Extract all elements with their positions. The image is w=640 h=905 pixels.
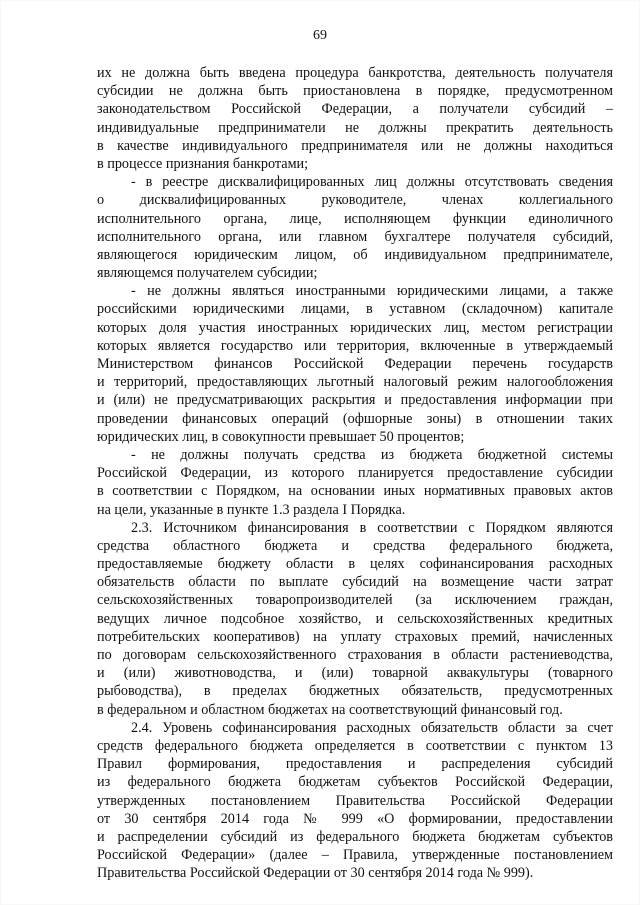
text-line: - в реестре дисквалифицированных лиц должны отсутствовать сведения xyxy=(131,174,613,191)
text-line: предоставляемые бюджету области в целях софинансирования расходных xyxy=(97,556,613,573)
body-text xyxy=(97,64,613,882)
text-line: проведении финансовых операций (офшорные зоны) в отношении таких xyxy=(97,410,613,427)
text-line: Министерством финансов Российской Федерации перечень государств xyxy=(97,356,613,372)
text-line: в процессе признания банкротами; xyxy=(97,155,309,172)
text-line: законодательством Российской Федерации, а получатели субсидий – xyxy=(97,101,613,118)
page-number: 69 xyxy=(313,28,327,43)
text-line: Правил формирования, предоставления и распределения субсидий xyxy=(97,756,613,773)
text-line: исполнительного органа, или главном бухгалтере получателя субсидий, xyxy=(97,228,613,245)
text-line: их не должна быть введена процедура банкротства, деятельность получателя xyxy=(97,65,613,81)
text-line: 2.4. Уровень софинансирования расходных обязательств области за счет xyxy=(131,719,613,736)
text-line: являющегося юридическим лицом, об индивидуальном предпринимателе, xyxy=(97,246,613,263)
text-line: которых доля участия иностранных юридических лиц, местом регистрации xyxy=(97,319,613,336)
text-line: из федерального бюджета бюджетам субъектов Российской Федерации, xyxy=(97,774,613,791)
text-line: которых является государство или территория, включенные в утверждаемый xyxy=(97,337,613,354)
text-line: в федеральном и областном бюджетах на соответствующий финансовый год. xyxy=(97,701,563,718)
text-line: в качестве индивидуального предпринимателя или не должны находиться xyxy=(97,137,613,154)
text-line: - не должны получать средства из бюджета бюджетной системы xyxy=(131,446,613,463)
text-line: 2.3. Источником финансирования в соответствии с Порядком являются xyxy=(131,519,613,536)
text-line: средств федерального бюджета определяется в соответствии с пунктом 13 xyxy=(97,737,613,754)
text-line: Российской Федерации» (далее – Правила, утвержденные постановлением xyxy=(97,847,613,864)
text-line: российскими юридическими лицами, в уставном (складочном) капитале xyxy=(97,301,613,318)
text-line: и территорий, предоставляющих льготный налоговый режим налогообложения xyxy=(97,374,613,391)
text-line: утвержденных постановлением Правительства Российской Федерации xyxy=(97,792,613,809)
text-line: о дисквалифицированных руководителе, членах коллегиального xyxy=(97,192,613,209)
text-line: юридических лиц, в совокупности превышает 50 процентов; xyxy=(97,428,465,445)
text-line: и (или) не предусматривающих раскрытия и предоставления информации при xyxy=(97,392,613,409)
text-line: индивидуальные предприниматели не должны прекратить деятельность xyxy=(97,119,613,136)
text-line: рыбоводства), в пределах бюджетных обязательств, предусмотренных xyxy=(97,683,613,700)
text-line: на цели, указанные в пункте 1.3 раздела I Порядка. xyxy=(97,501,406,518)
text-line: являющемся получателем субсидии; xyxy=(97,265,318,282)
text-line: исполнительного органа, лице, исполняющем функции единоличного xyxy=(97,210,613,227)
text-line: потребительских кооперативов) на уплату страховых премий, начисленных xyxy=(97,628,613,645)
text-line: сельскохозяйственных товаропроизводителей (за исключением граждан, xyxy=(97,592,613,609)
text-line: по договорам сельскохозяйственного страхования в области растениеводства, xyxy=(97,647,613,663)
text-line: и (или) животноводства, и (или) товарной аквакультуры (товарного xyxy=(97,665,613,682)
text-line: субсидии не должна быть приостановлена в порядке, предусмотренном xyxy=(97,83,613,100)
text-line: ведущих личное подсобное хозяйство, и сельскохозяйственных кредитных xyxy=(97,610,613,627)
text-line: в соответствии с Порядком, на основании иных нормативных правовых актов xyxy=(97,483,613,500)
text-line: Правительства Российской Федерации от 30 сентября 2014 года № 999). xyxy=(97,865,534,882)
text-line: Российской Федерации, из которого планируется предоставление субсидии xyxy=(97,465,613,482)
text-line: и распределении субсидий из федерального бюджета бюджетам субъектов xyxy=(97,828,613,845)
text-line: от 30 сентября 2014 года № 999 «О формировании, предоставлении xyxy=(97,810,613,827)
text-line: - не должны являться иностранными юридическими лицами, а также xyxy=(131,283,613,300)
text-line: средства областного бюджета и средства федерального бюджета, xyxy=(97,537,613,554)
text-line: обязательств области по выплате субсидий на возмещение части затрат xyxy=(97,574,613,591)
